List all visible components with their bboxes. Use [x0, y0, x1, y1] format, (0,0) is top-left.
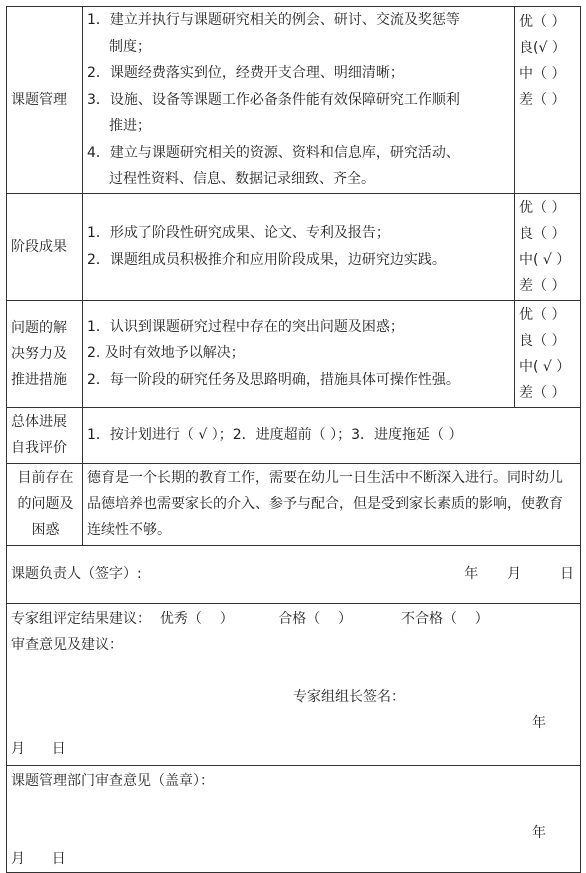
rating-medium[interactable]: 中( √ ） [519, 358, 571, 375]
month-label: 月 [507, 566, 522, 582]
problems-text: 德育是一个长期的教育工作，需要在幼儿一日生活中不断深入进行。同时幼儿品德培养也需要家长的介入、参予与配合，但是受到家长素质的影响，使教育连续性不够。 [83, 463, 581, 545]
item-num: 2． [87, 371, 110, 388]
item-text: 设施、设备等课题工作必备条件能有效保障研究工作顺利 [109, 91, 460, 108]
day-label: 日 [560, 566, 574, 582]
expert-result-options[interactable]: 专家组评定结果建议： 优秀（ ） 合格（ ） 不合格（ ） [11, 610, 489, 627]
item-text: 过程性资料、信息、数据记录细致、齐全。 [109, 171, 375, 187]
leader-signature-label: 课题负责人（签字）: [11, 566, 142, 582]
results-items [83, 193, 515, 300]
rating-poor[interactable]: 差（ ） [519, 92, 566, 108]
rating-medium[interactable]: 中（ ） [519, 66, 566, 82]
progress-options[interactable]: 1．按计划进行（ √ ）；2．进度超前（ ）；3．进度拖延（ ） [83, 407, 581, 463]
item-num: 2. [87, 345, 101, 362]
label-line: 总体进展 [11, 414, 67, 430]
dept-year-label: 年 [532, 824, 546, 841]
item-text: 制度； [109, 38, 151, 55]
row-label-management: 课题管理 [7, 7, 83, 194]
evaluation-table [6, 6, 581, 873]
dept-opinion-label: 课题管理部门审查意见（盖章）： [11, 772, 214, 789]
item-num: 4． [87, 144, 110, 161]
dept-review-cell [7, 765, 581, 872]
item-text: 每一阶段的研究任务及思路明确，措施具体可操作性强。 [109, 371, 460, 388]
expert-opinion-label: 审查意见及建议： [11, 636, 123, 653]
label-line: 决努力及 [11, 345, 67, 362]
rating-good[interactable]: 良（ ） [519, 332, 566, 349]
row-label-progress [7, 407, 83, 463]
item-text: 形成了阶段性研究成果、论文、专利及报告； [109, 225, 390, 241]
item-text: 建立并执行与课题研究相关的例会、研讨、交流及奖惩等 [109, 12, 460, 28]
label-line: 自我评价 [11, 440, 67, 456]
row-label-results: 阶段成果 [7, 193, 83, 300]
rating-results [515, 193, 581, 300]
label-line: 的问题及 [17, 496, 74, 512]
item-text: 建立与课题研究相关的资源、资料和信息库，研究活动、 [109, 144, 460, 161]
item-text: 推进； [109, 118, 151, 134]
item-num: 1． [87, 12, 110, 28]
rating-poor[interactable]: 差（ ） [519, 384, 566, 401]
rating-good[interactable]: 良（ ） [519, 225, 566, 242]
rating-excellent[interactable]: 优（ ） [519, 306, 566, 323]
year-label: 年 [464, 566, 479, 582]
item-text: 及时有效地予以解决； [100, 345, 245, 362]
expert-year-label: 年 [532, 714, 546, 731]
rating-good[interactable]: 良(√ ） [519, 40, 566, 56]
expert-month-day-label: 月 日 [11, 740, 66, 757]
expert-review-cell [7, 603, 581, 765]
label-line: 困惑 [31, 522, 60, 538]
row-label-solutions [7, 300, 83, 407]
leader-signature-row [7, 545, 581, 603]
label-line: 目前存在 [17, 470, 74, 486]
item-text: 认识到课题研究过程中存在的突出问题及困惑； [109, 318, 404, 335]
dept-month-day-label: 月 日 [11, 850, 66, 867]
item-num: 2． [87, 65, 110, 81]
item-text: 课题经费落实到位，经费开支合理、明细清晰； [109, 65, 404, 81]
rating-solutions [515, 300, 581, 407]
expert-signer-label: 专家组组长签名： [293, 688, 405, 705]
label-line: 推进措施 [11, 371, 67, 388]
rating-management [515, 7, 581, 194]
item-num: 1． [87, 225, 110, 241]
rating-excellent[interactable]: 优（ ） [519, 14, 566, 30]
solutions-items [83, 300, 515, 407]
label-line: 问题的解 [11, 319, 67, 336]
item-text: 课题组成员积极推介和应用阶段成果，边研究边实践。 [109, 251, 446, 268]
item-num: 3． [87, 91, 110, 108]
management-items [83, 7, 515, 194]
item-num: 1． [87, 318, 110, 335]
rating-medium[interactable]: 中( √ ） [519, 251, 571, 268]
row-label-problems [7, 463, 83, 545]
rating-excellent[interactable]: 优（ ） [519, 199, 566, 216]
item-num: 2． [87, 251, 110, 268]
rating-poor[interactable]: 差（ ） [519, 277, 566, 294]
